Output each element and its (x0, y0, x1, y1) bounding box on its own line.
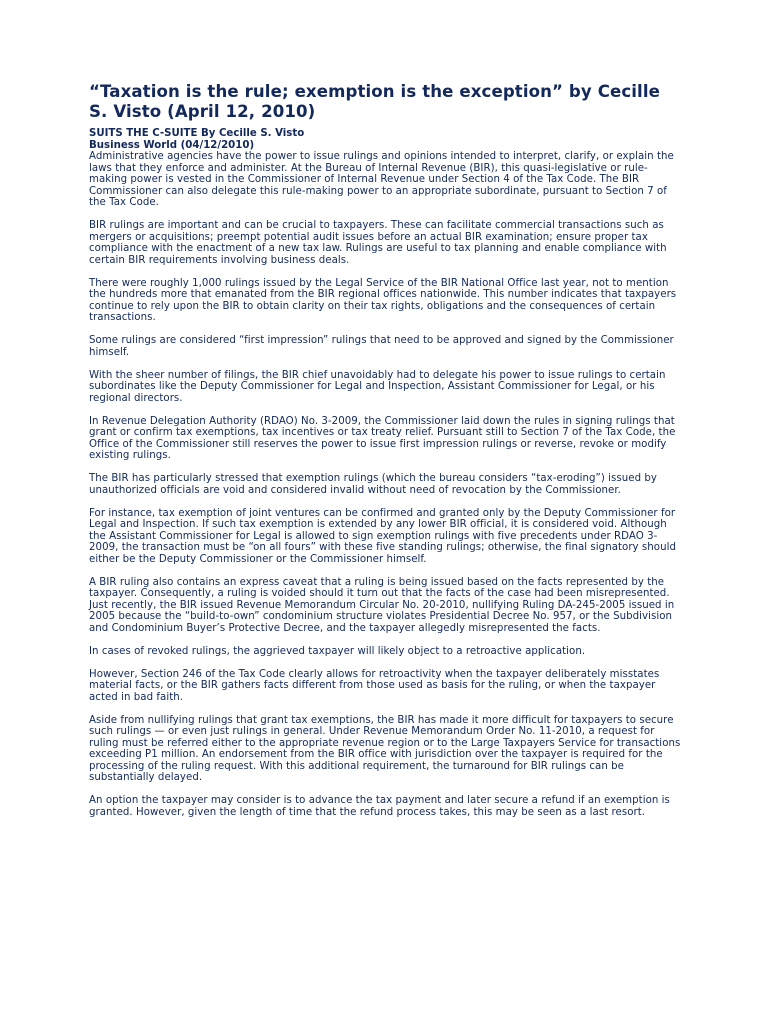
article-paragraph: For instance, tax exemption of joint ventures can be confirmed and granted only by the Deputy Commissioner for Legal and Inspection. If such tax exemption is extended by any lower BIR official, it is considered void. Although the Assistant Commissioner for Legal is allowed to sign exemption rulings with five precedents under RDAO 3-2009, the transaction must be “on all fours” with these five standing rulings; otherwise, the final signatory should either be the Deputy Commissioner or the Commissioner himself. (89, 507, 676, 565)
article-paragraph: However, Section 246 of the Tax Code clearly allows for retroactivity when the taxpayer deliberately misstates material facts, or the BIR gathers facts different from those used as basis for the ruling, or when the taxpayer acted in bad faith. (89, 668, 660, 703)
article-paragraph: Aside from nullifying rulings that grant tax exemptions, the BIR has made it more difficult for taxpayers to secure such rulings — or even just rulings in general. Under Revenue Memorandum Order No. 11-2010, a request for ruling must be referred either to the appropriate revenue region or to the Large Taxpayers Service for transactions exceeding P1 million. An endorsement from the BIR office with jurisdiction over the taxpayer is required for the processing of the ruling request. With this additional requirement, the turnaround for BIR rulings can be substantially delayed. (89, 714, 681, 783)
article-paragraph: In Revenue Delegation Authority (RDAO) No. 3-2009, the Commissioner laid down the rules in signing rulings that grant or confirm tax exemptions, tax incentives or tax treaty relief. Pursuant still to Section 7 of the Tax Code, the Office of the Commissioner still reserves the power to issue first impression rulings or reverse, revoke or modify existing rulings. (89, 415, 676, 461)
article-paragraph: Administrative agencies have the power to issue rulings and opinions intended to interpret, clarify, or explain the laws that they enforce and administer. At the Bureau of Internal Revenue (BIR), this quasi-legislative or rule-making power is vested in the Commissioner of Internal Revenue under Section 4 of the Tax Code. The BIR Commissioner can also delegate this rule-making power to an appropriate subordinate, pursuant to Section 7 of the Tax Code. (89, 151, 674, 208)
article-paragraph: In cases of revoked rulings, the aggrieved taxpayer will likely object to a retroactive application. (89, 645, 586, 657)
article-source: Business World (04/12/2010) (89, 139, 255, 151)
article-paragraph: With the sheer number of filings, the BIR chief unavoidably had to delegate his power to issue rulings to certain subordinates like the Deputy Commissioner for Legal and Inspection, Assistant Commissioner for Legal, or his regional directors. (89, 369, 666, 404)
article-paragraph: A BIR ruling also contains an express caveat that a ruling is being issued based on the facts represented by the taxpayer. Consequently, a ruling is voided should it turn out that the facts of the case had been misrepresented. Just recently, the BIR issued Revenue Memorandum Circular No. 20-2010, nullifying Ruling DA-245-2005 issued in 2005 because the “build-to-own” condominium structure violates Presidential Decree No. 957, or the Subdivision and Condominium Buyer’s Protective Decree, and the taxpayer allegedly misrepresented the facts. (89, 576, 675, 634)
article-title: “Taxation is the rule; exemption is the exception” by Cecille S. Visto (April 12, 2010) (89, 82, 660, 121)
article-paragraph: Some rulings are considered “first impression” rulings that need to be approved and signed by the Commissioner himself. (89, 335, 674, 358)
article-paragraph: An option the taxpayer may consider is to advance the tax payment and later secure a refund if an exemption is granted. However, given the length of time that the refund process takes, this may be seen as a last resort. (89, 795, 670, 818)
article-paragraph: There were roughly 1,000 rulings issued by the Legal Service of the BIR National Office last year, not to mention the hundreds more that emanated from the BIR regional offices nationwide. This number indicates that taxpayers continue to rely upon the BIR to obtain clarity on their tax rights, obligations and the consequences of certain transactions. (89, 277, 677, 323)
article-body (89, 151, 681, 818)
document-page (89, 82, 681, 830)
article-kicker: SUITS THE C-SUITE By Cecille S. Visto (89, 128, 305, 139)
article-paragraph: The BIR has particularly stressed that exemption rulings (which the bureau considers “tax-eroding”) issued by unauthorized officials are void and considered invalid without need of revocation by the Commissioner. (89, 473, 657, 496)
article-paragraph: BIR rulings are important and can be crucial to taxpayers. These can facilitate commercial transactions such as mergers or acquisitions; preempt potential audit issues before an actual BIR examination; ensure proper tax compliance with the enactment of a new tax law. Rulings are useful to tax planning and enable compliance with certain BIR requirements involving business deals. (89, 220, 667, 266)
